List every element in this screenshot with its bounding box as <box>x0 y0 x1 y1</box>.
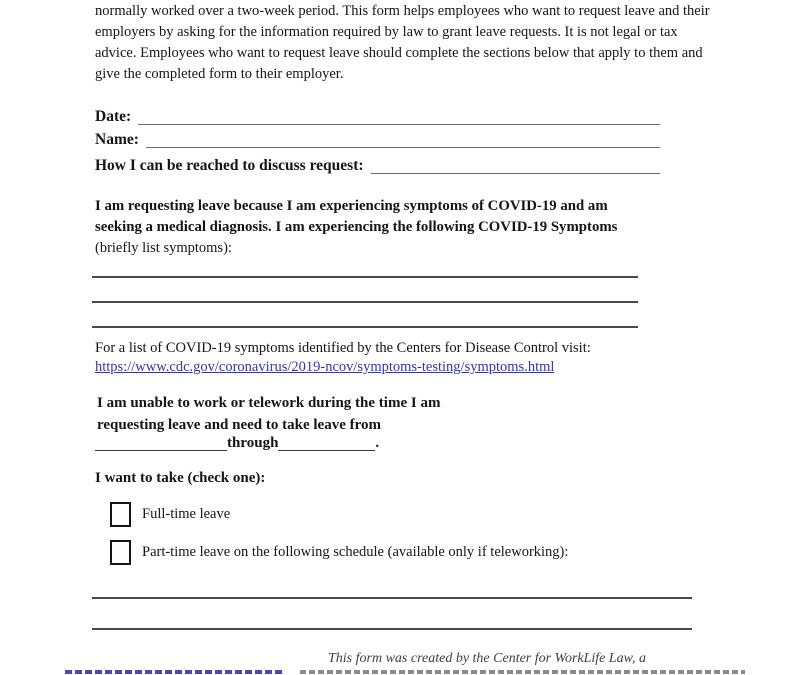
date-label: Date: <box>95 108 132 125</box>
symptoms-heading-line: I am requesting leave because I am experiencing symptoms of COVID-19 and am <box>95 198 608 214</box>
contact-label: How I can be reached to discuss request: <box>95 157 364 174</box>
fulltime-checkbox[interactable] <box>110 502 131 527</box>
cdc-symptoms-link[interactable]: https://www.cdc.gov/coronavirus/2019-ncov/symptoms-testing/symptoms.html <box>95 359 555 375</box>
clipped-text-fragment <box>300 670 745 674</box>
fulltime-option-label: Full-time leave <box>142 506 231 522</box>
unable-to-work-statement <box>97 392 440 436</box>
unable-statement-line: requesting leave and need to take leave from <box>97 417 381 433</box>
symptoms-heading-line: seeking a medical diagnosis. I am experiencing the following COVID-19 Symptoms <box>95 219 618 235</box>
schedule-blank-line[interactable] <box>92 597 692 599</box>
parttime-option-row <box>110 540 568 565</box>
name-fill-line[interactable] <box>146 128 660 148</box>
intro-paragraph <box>95 1 710 85</box>
leave-dates-row <box>95 435 379 451</box>
intro-line: give the completed form to their employer. <box>95 66 344 82</box>
unable-statement-line: I am unable to work or telework during the time I am <box>97 395 441 411</box>
parttime-option-label: Part-time leave on the following schedule (available only if teleworking): <box>142 544 569 560</box>
date-fill-line[interactable] <box>138 105 660 125</box>
footer-credit-text: This form was created by the Center for WorkLife Law, a <box>328 651 646 666</box>
symptoms-blank-line[interactable] <box>92 276 638 278</box>
date-field-row <box>95 106 660 125</box>
intro-line: advice. Employees who want to request leave should complete the sections below that apply to them and <box>95 45 703 61</box>
through-label: through <box>227 435 279 451</box>
symptoms-blank-line[interactable] <box>92 301 638 303</box>
clipped-link-fragment <box>65 670 285 674</box>
contact-fill-line[interactable] <box>371 154 660 174</box>
contact-field-row <box>95 155 660 174</box>
symptoms-heading <box>95 196 617 259</box>
intro-line: employers by asking for the information required by law to grant leave requests. It is not legal or tax <box>95 24 678 40</box>
parttime-checkbox[interactable] <box>110 540 131 565</box>
check-one-heading: I want to take (check one): <box>95 470 266 486</box>
leave-from-fill-line[interactable] <box>95 434 227 451</box>
leave-to-fill-line[interactable] <box>278 434 375 451</box>
symptoms-blank-line[interactable] <box>92 326 638 328</box>
fulltime-option-row <box>110 502 230 527</box>
name-label: Name: <box>95 131 139 148</box>
period-text: . <box>375 435 380 451</box>
intro-line: normally worked over a two-week period. This form helps employees who want to request leave and their <box>95 3 710 19</box>
schedule-blank-line[interactable] <box>92 628 692 630</box>
symptoms-note: (briefly list symptoms): <box>95 240 232 256</box>
cdc-reference-text: For a list of COVID-19 symptoms identified by the Centers for Disease Control visit: <box>95 340 591 356</box>
name-field-row <box>95 129 660 148</box>
